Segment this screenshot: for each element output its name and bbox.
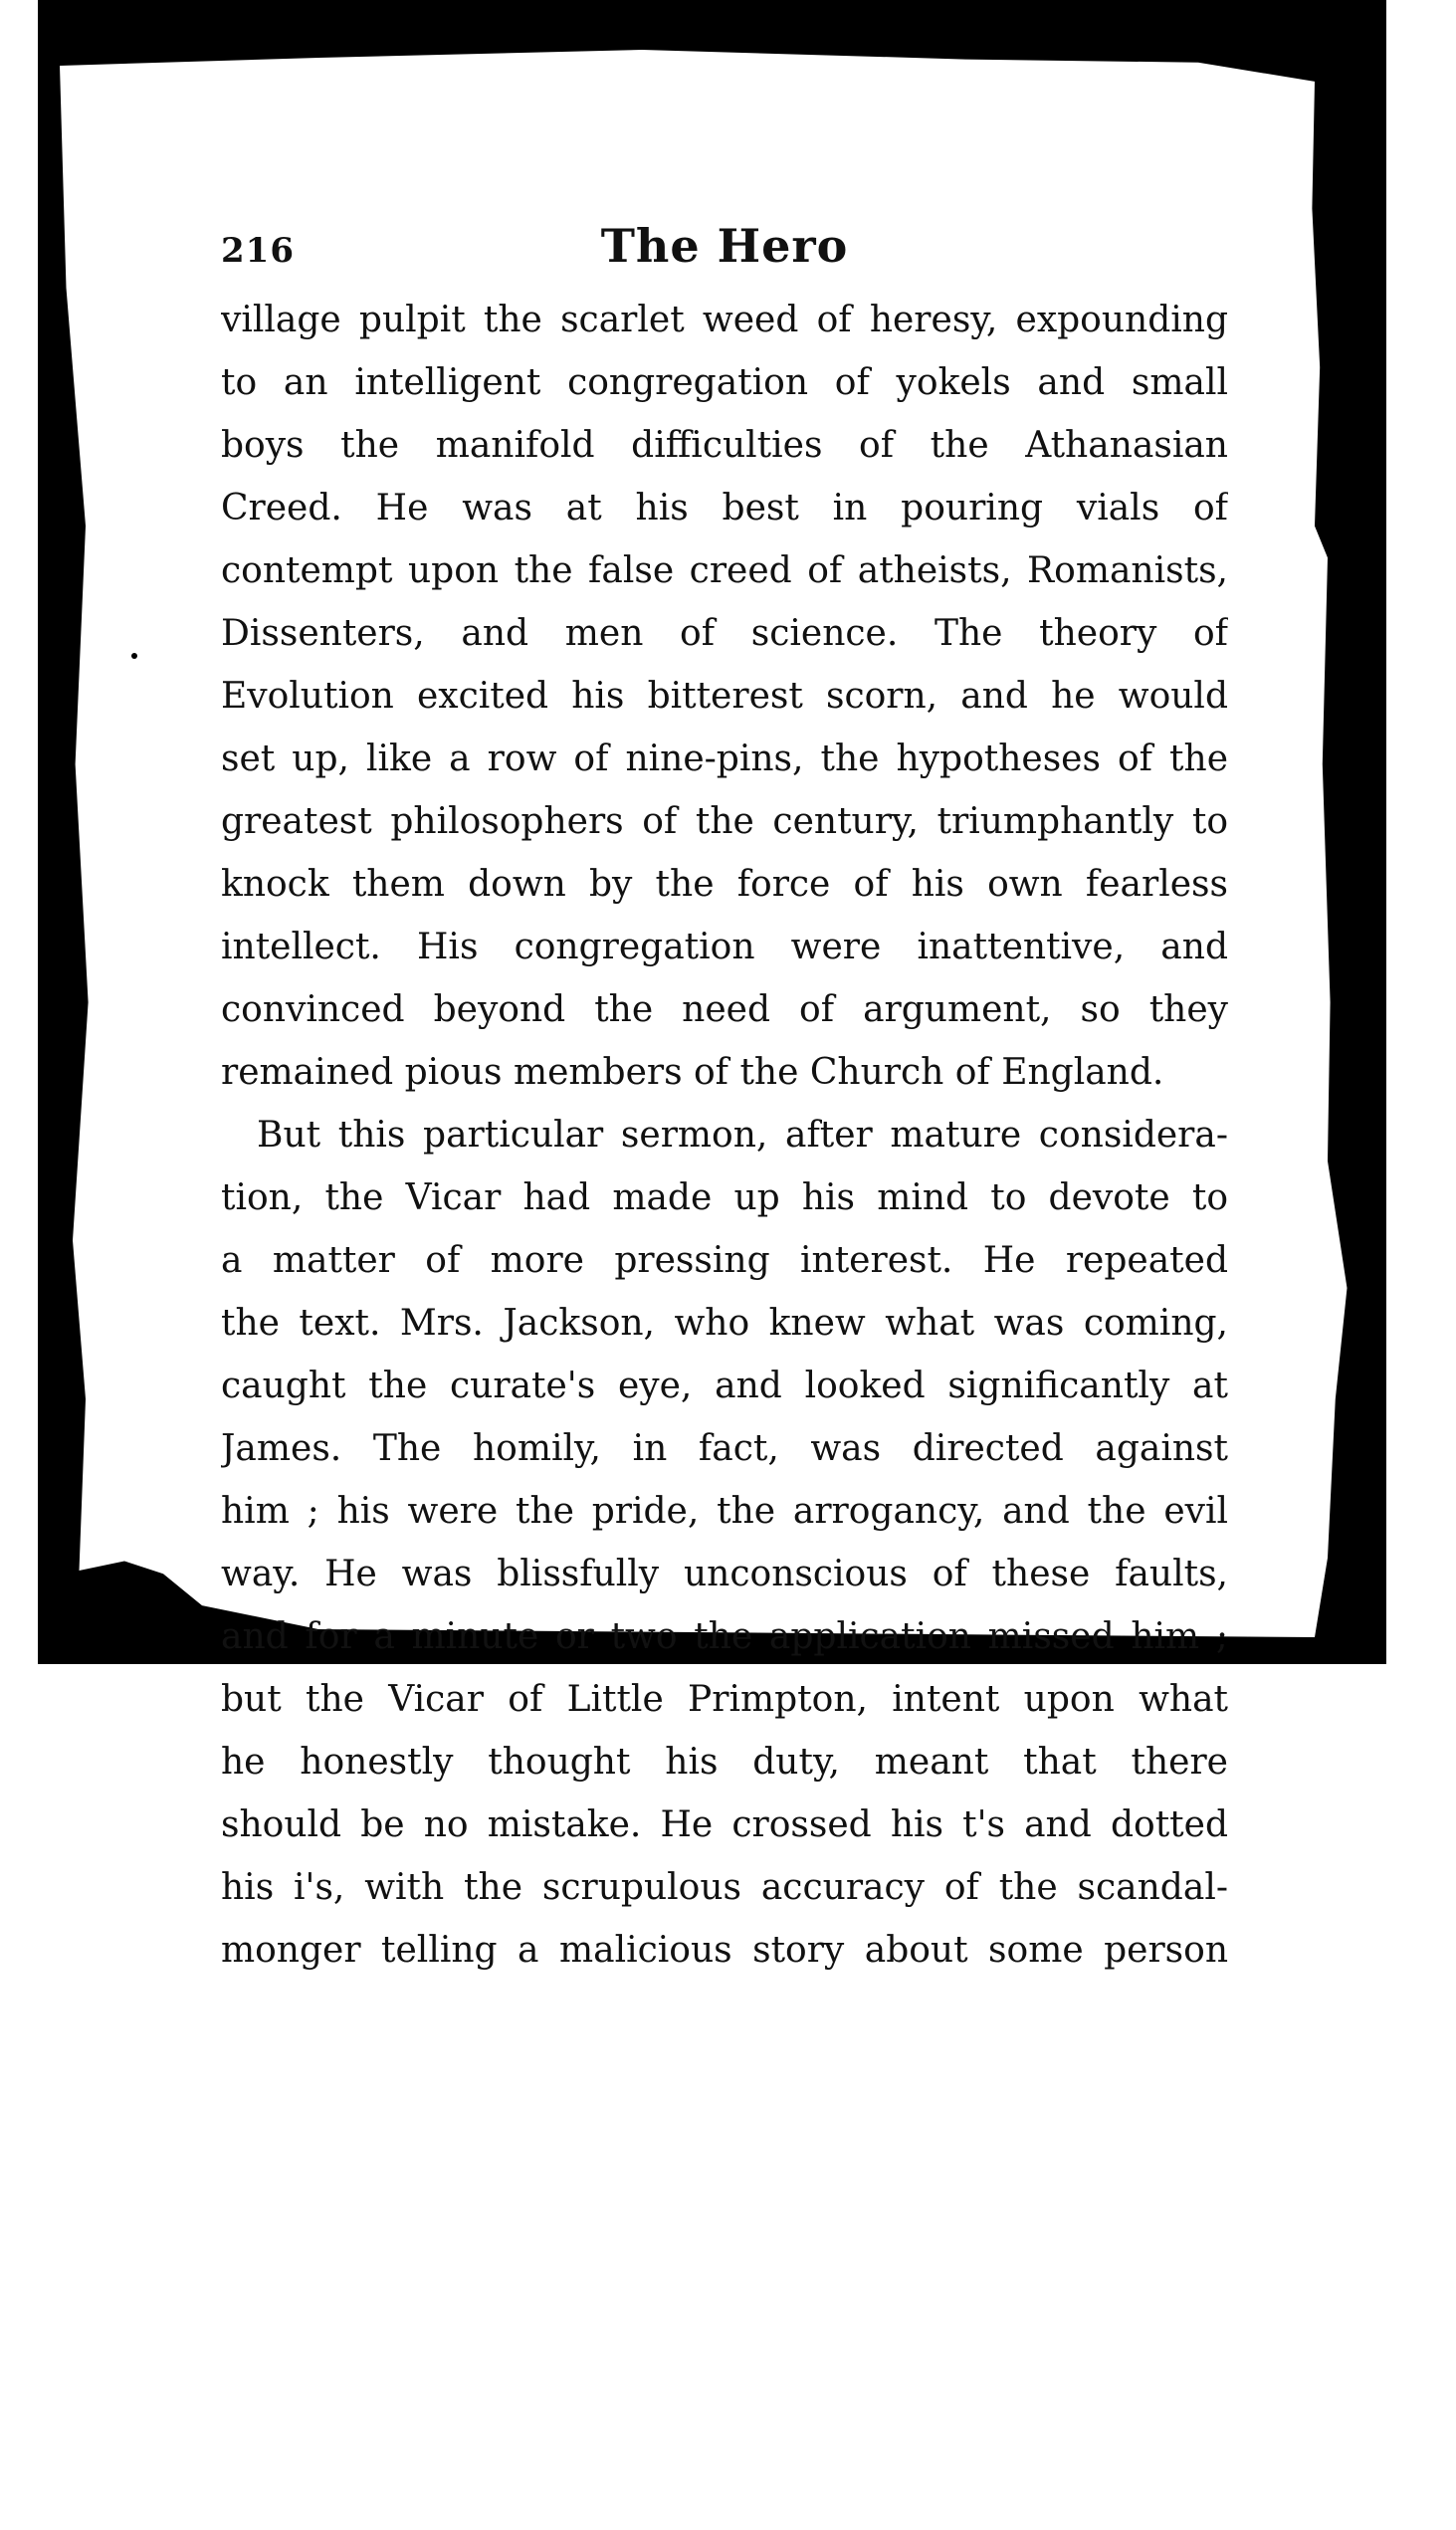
paragraph-1 bbox=[221, 289, 1228, 1104]
page-number: 216 bbox=[221, 231, 295, 271]
text-line: boys the manifold difficulties of the Athanasian bbox=[221, 425, 1228, 466]
text-line: But this particular sermon, after mature considera- bbox=[257, 1115, 1228, 1156]
text-line: should be no mistake. He crossed his t's and dotted bbox=[221, 1804, 1228, 1845]
text-line: his i's, with the scrupulous accuracy of the scandal- bbox=[221, 1867, 1228, 1908]
text-line: Creed. He was at his best in pouring vials of bbox=[221, 488, 1228, 528]
text-line: way. He was blissfully unconscious of these faults, bbox=[221, 1554, 1228, 1594]
text-line: set up, like a row of nine-pins, the hypotheses of the bbox=[221, 738, 1228, 779]
text-line: intellect. His congregation were inattentive, and bbox=[221, 927, 1228, 967]
text-line: greatest philosophers of the century, triumphantly to bbox=[221, 801, 1228, 842]
text-line: convinced beyond the need of argument, so they bbox=[221, 989, 1228, 1030]
running-title: The Hero bbox=[600, 219, 849, 273]
text-line: he honestly thought his duty, meant that there bbox=[221, 1742, 1228, 1783]
text-line: tion, the Vicar had made up his mind to devote to bbox=[221, 1177, 1228, 1218]
text-line: and for a minute or two the application missed him ; bbox=[221, 1616, 1228, 1657]
text-line: a matter of more pressing interest. He repeated bbox=[221, 1240, 1228, 1281]
text-line: caught the curate's eye, and looked significantly at bbox=[221, 1366, 1228, 1406]
page-header bbox=[221, 219, 1228, 281]
text-line: knock them down by the force of his own fearless bbox=[221, 864, 1228, 905]
text-line: him ; his were the pride, the arrogancy, and the evil bbox=[221, 1491, 1228, 1532]
text-line: but the Vicar of Little Primpton, intent upon what bbox=[221, 1679, 1228, 1720]
text-line: the text. Mrs. Jackson, who knew what was coming, bbox=[221, 1303, 1228, 1344]
text-line: village pulpit the scarlet weed of heresy, expounding bbox=[221, 300, 1228, 340]
specks bbox=[40, 973, 44, 983]
text-line: James. The homily, in fact, was directed against bbox=[221, 1428, 1228, 1469]
text-line: to an intelligent congregation of yokels and small bbox=[221, 362, 1228, 403]
text-line: Evolution excited his bitterest scorn, and he would bbox=[221, 676, 1228, 717]
text-line: contempt upon the false creed of atheists, Romanists, bbox=[221, 550, 1228, 591]
specks bbox=[131, 653, 137, 659]
text-line: remained pious members of the Church of England. bbox=[221, 1052, 1164, 1093]
paragraph-2 bbox=[221, 1104, 1228, 1982]
text-line: Dissenters, and men of science. The theory of bbox=[221, 613, 1228, 654]
text-line: monger telling a malicious story about some person bbox=[221, 1930, 1228, 1971]
page-content bbox=[221, 219, 1228, 1982]
